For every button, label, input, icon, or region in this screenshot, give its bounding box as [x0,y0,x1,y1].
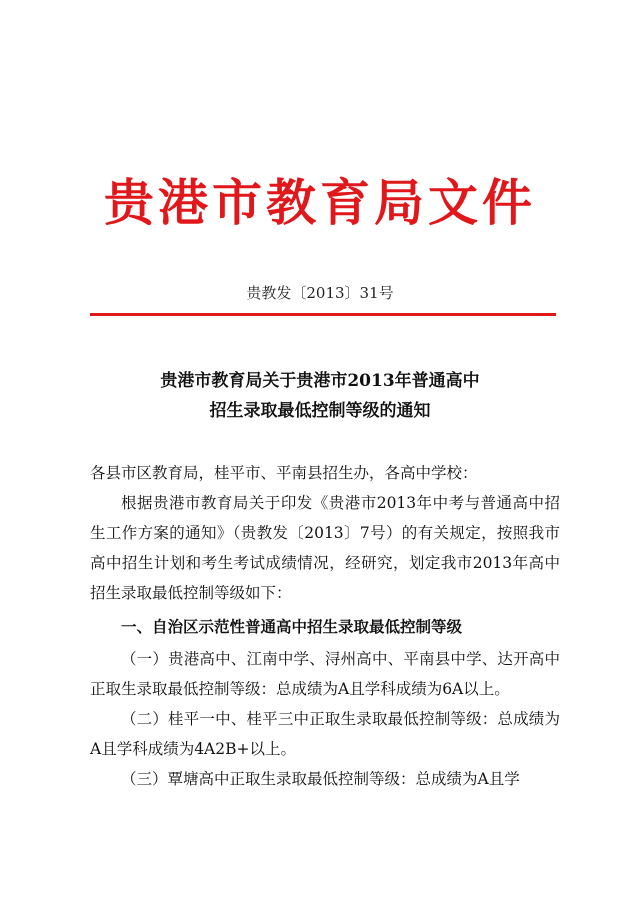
notice-title-line-1: 贵港市教育局关于贵港市2013年普通高中 [160,371,480,391]
notice-title-line-2: 招生录取最低控制等级的通知 [209,401,431,421]
notice-body [90,458,560,794]
document-number: 贵教发〔2013〕31号 [246,284,394,302]
item-paragraph-2: （二）桂平一中、桂平三中正取生录取最低控制等级：总成绩为A且学科成绩为4A2B+以上。 [90,710,560,758]
header-divider [90,313,556,316]
item-paragraph-1: （一）贵港高中、江南中学、浔州高中、平南县中学、达开高中正取生录取最低控制等级：总成绩为A且学科成绩为6A以上。 [90,650,560,698]
salutation: 各县市区教育局，桂平市、平南县招生办，各高中学校： [90,464,478,482]
intro-paragraph: 根据贵港市教育局关于印发《贵港市2013年中考与普通高中招生工作方案的通知》（贵教发〔2013〕7号）的有关规定，按照我市高中招生计划和考生考试成绩情况，经研究，划定我市2013年高中招生录取最低控制等级如下： [90,494,560,602]
item-paragraph-3: （三）覃塘高中正取生录取最低控制等级：总成绩为A且学 [121,770,520,788]
notice-title [60,366,580,426]
document-header-title: 贵港市教育局文件 [104,173,536,232]
section-heading-1: 一、自治区示范性普通高中招生录取最低控制等级 [121,617,463,636]
